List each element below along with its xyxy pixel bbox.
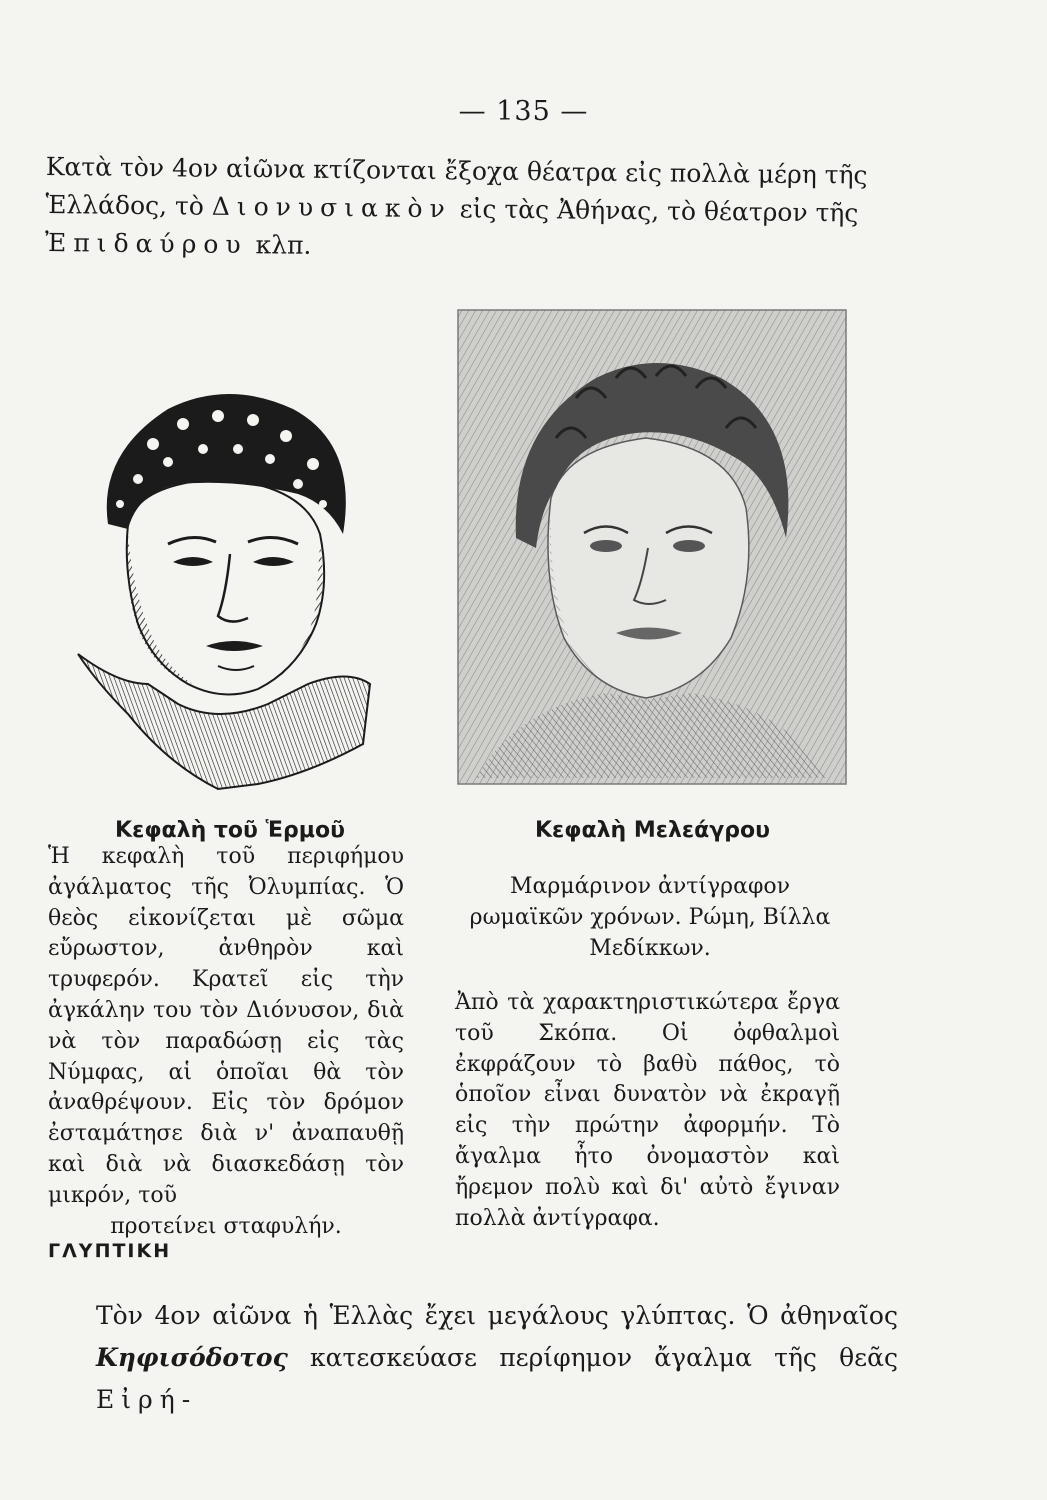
page-number: — 135 —: [458, 96, 589, 127]
section-heading: ΓΛΥΠΤΙΚΗ: [48, 1240, 172, 1262]
hermes-head-image: [58, 384, 378, 794]
intro-text-c: κλπ.: [255, 230, 312, 260]
closing-kephisodotos: Κηφισόδοτος: [96, 1343, 288, 1372]
meleager-head-image: [456, 308, 848, 786]
closing-text-a: Τὸν 4ον αἰῶνα ἡ Ἑλλὰς ἔχει μεγάλους γλύπτας. Ὁ ἀθηναῖος: [96, 1301, 898, 1330]
intro-epidaurou: Ἐπιδαύρου: [44, 227, 248, 260]
meleager-description: Ἀπὸ τὰ χαρακτηριστικώτερα ἔργα τοῦ Σκόπα. Οἱ ὀφθαλμοὶ ἐκφράζουν τὸ βαθὺ πάθος, τὸ ὁποῖον εἶναι δυνατὸν νὰ ἐκραγῇ εἰς τὴν πρώτην ἀφορμήν. Τὸ ἄγαλμα ἦτο ὀνομαστὸν καὶ ἤρεμον πολὺ καὶ δι' αὐτὸ ἔγιναν πολλὰ ἀντίγραφα.: [455, 990, 840, 1231]
hermes-description-end: προτείνει σταφυλήν.: [110, 1213, 342, 1239]
hermes-description-text: Ἡ κεφαλὴ τοῦ περιφήμου ἀγάλματος τῆς Ὀλυμπίας. Ὁ θεὸς εἰκονίζεται μὲ σῶμα εὔρωστον, ἀνθηρὸν καὶ τρυφερόν. Κρατεῖ εἰς τὴν ἀγκάλην του τὸν Διόνυσον, διὰ νὰ τὸν παραδώσῃ εἰς τὰς Νύμφας, αἱ ὁποῖαι θὰ τὸν ἀναθρέψουν. Εἰς τὸν δρόμον ἐσταμάτησε διὰ ν' ἀναπαυθῇ καὶ διὰ νὰ διασκεδάσῃ τὸν μικρόν, τοῦ: [48, 844, 404, 1208]
closing-text-b: κατεσκεύασε περίφημον ἄγαλμα τῆς θεᾶς: [309, 1343, 898, 1372]
intro-text-a: Κατὰ τὸν 4ον αἰῶνα κτίζονται ἔξοχα θέατρα εἰς πολλὰ μέρη τῆς Ἑλλάδος, τὸ: [45, 151, 868, 221]
hermes-description: [48, 842, 404, 1242]
closing-paragraph: [50, 1295, 898, 1421]
meleager-caption: Κεφαλὴ Μελεάγρου: [535, 818, 770, 843]
intro-dionysiakon: Διονυσιακὸν: [211, 191, 452, 224]
intro-paragraph: [45, 148, 898, 271]
meleager-note: Μαρμάρινον ἀντίγραφον ρωμαϊκῶν χρόνων. Ρώμη, Βίλλα Μεδίκκων.: [469, 874, 831, 961]
hermes-caption: Κεφαλὴ τοῦ Ἑρμοῦ: [115, 818, 345, 843]
closing-eirene: Εἰρή-: [96, 1385, 198, 1414]
intro-text-b: εἰς τὰς Ἀθήνας, τὸ θέατρον τῆς: [459, 194, 859, 228]
